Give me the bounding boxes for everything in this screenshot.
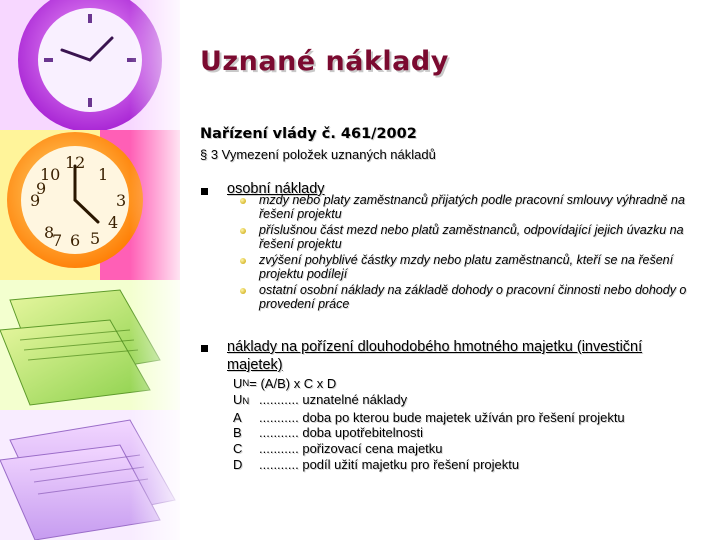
list-item-personal-costs: osobní náklady — [227, 181, 325, 197]
square-bullet-icon — [201, 345, 208, 352]
formula-legend-row: UN ........... uznatelné náklady — [233, 391, 408, 407]
round-bullet-icon — [240, 258, 246, 264]
decorative-image-strip — [0, 0, 180, 540]
sublist-item: mzdy nebo platy zaměstnanců přijatých podle pracovní smlouvy výhradně na řešení projektu — [240, 194, 690, 221]
section-reference: § 3 Vymezení položek uznaných nákladů — [200, 147, 436, 162]
formula-legend-row: B ........... doba upotřebitelnosti — [233, 425, 424, 441]
slide-subtitle: Nařízení vlády č. 461/2002 — [200, 126, 417, 142]
svg-text:4: 4 — [108, 213, 119, 232]
sublist-item: zvýšení pohyblivé částky mzdy nebo platu zaměstnanců, kteří se na řešení projektu podílejí — [240, 254, 690, 281]
svg-text:12: 12 — [65, 153, 86, 172]
svg-text:10: 10 — [40, 165, 61, 184]
round-bullet-icon — [240, 198, 246, 204]
personal-costs-sublist — [240, 194, 690, 314]
formula-legend-row: C ........... pořizovací cena majetku — [233, 441, 443, 457]
svg-text:6: 6 — [70, 231, 81, 250]
round-bullet-icon — [240, 288, 246, 294]
slide-title: Uznané náklady — [200, 46, 449, 77]
svg-text:8: 8 — [44, 223, 55, 242]
svg-text:3: 3 — [116, 191, 127, 210]
list-item-asset-costs: náklady na pořízení dlouhodobého hmotného majetku (investiční majetek) — [227, 339, 643, 373]
svg-text:9: 9 — [30, 191, 41, 210]
formula-legend-row: A ........... doba po kterou bude majetek užíván pro řešení projektu — [233, 409, 625, 425]
svg-text:9: 9 — [36, 179, 47, 198]
image-fade — [130, 0, 180, 540]
sublist-item: příslušnou část mezd nebo platů zaměstnanců, odpovídající jejich úvazku na řešení projektu — [240, 224, 690, 251]
svg-text:5: 5 — [90, 229, 101, 248]
formula-equation: U N = (A/B) x C x D — [233, 376, 337, 391]
svg-text:1: 1 — [98, 165, 109, 184]
square-bullet-icon — [201, 188, 208, 195]
svg-text:7: 7 — [52, 231, 63, 250]
formula-block — [233, 376, 625, 473]
round-bullet-icon — [240, 228, 246, 234]
formula-legend-row: D ........... podíl užití majetku pro řešení projektu — [233, 456, 520, 472]
sublist-item: ostatní osobní náklady na základě dohody o pracovní činnosti nebo dohody o provedení práce — [240, 284, 690, 311]
